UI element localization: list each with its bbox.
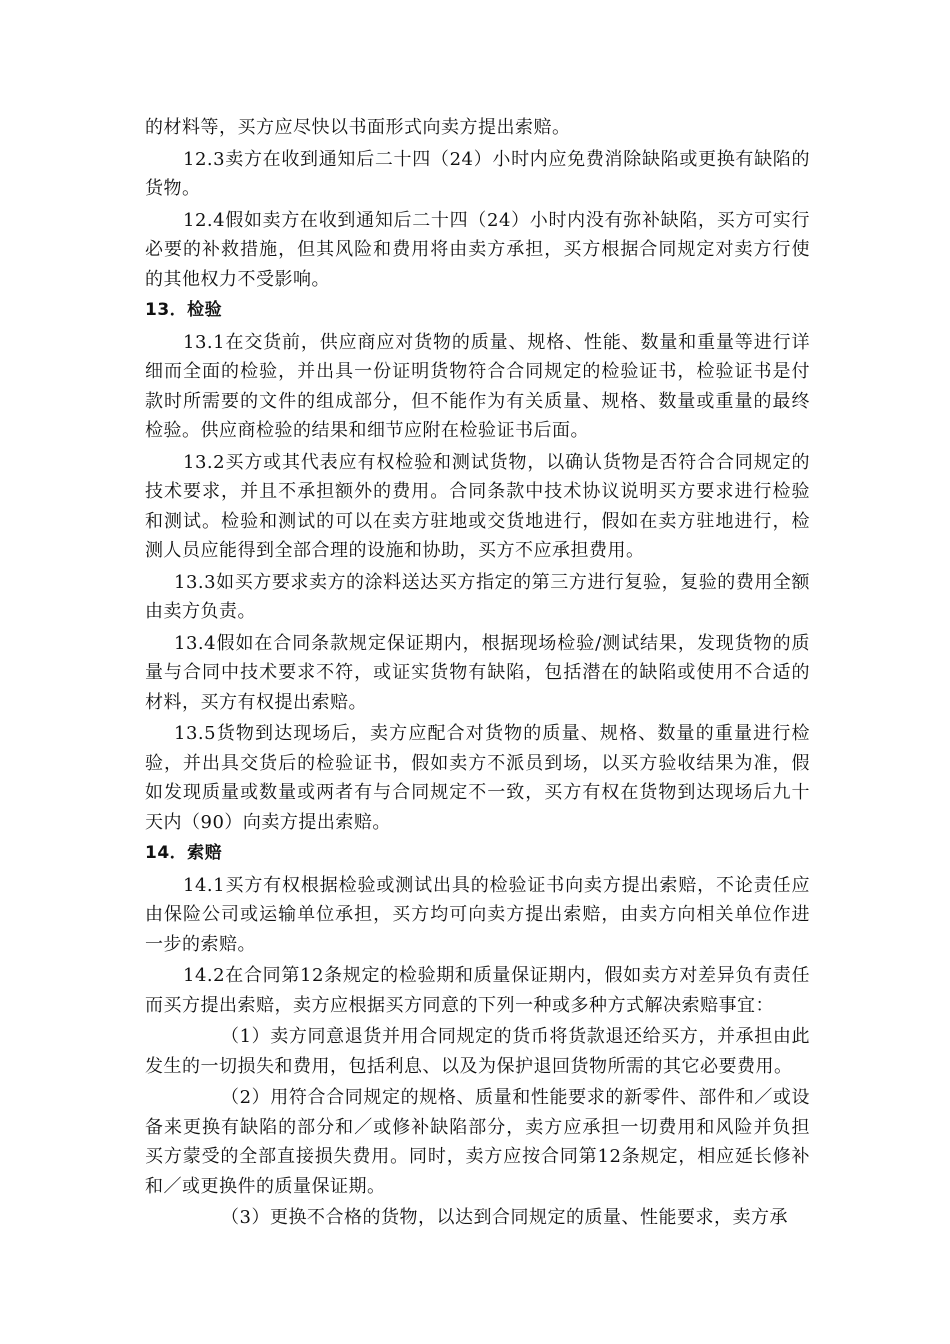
clause-13-5: 13.5货物到达现场后，卖方应配合对货物的质量、规格、数量的重量进行检验，并出具交货后的检验证书，假如卖方不派员到场，以买方验收结果为准，假如发现质量或数量或两者有与合同规定不一致，买方有权在货物到达现场后九十天内（90）向卖方提出索赔。 (145, 723, 810, 833)
claim-option-1: （1）卖方同意退货并用合同规定的货币将货款退还给买方，并承担由此发生的一切损失和费用，包括利息、以及为保护退回货物所需的其它必要费用。 (145, 1026, 810, 1077)
clause-13-4: 13.4假如在合同条款规定保证期内，根据现场检验/测试结果，发现货物的质量与合同中技术要求不符，或证实货物有缺陷，包括潜在的缺陷或使用不合适的材料，买方有权提出索赔。 (145, 632, 810, 713)
section-heading-13: 13．检验 (145, 300, 223, 320)
clause-13-3: 13.3如买方要求卖方的涂料送达买方指定的第三方进行复验，复验的费用全额由卖方负责。 (145, 571, 810, 622)
document-body (145, 113, 810, 1235)
section-heading-14: 14．索赔 (145, 843, 223, 863)
clause-12-4: 12.4假如卖方在收到通知后二十四（24）小时内没有弥补缺陷，买方可实行必要的补救措施，但其风险和费用将由卖方承担，买方根据合同规定对卖方行使的其他权力不受影响。 (145, 209, 810, 290)
clause-13-1: 13.1在交货前，供应商应对货物的质量、规格、性能、数量和重量等进行详细而全面的检验，并出具一份证明货物符合合同规定的检验证书，检验证书是付款时所需要的文件的组成部分，但不能作为有关质量、规格、数量或重量的最终检验。供应商检验的结果和细节应附在检验证书后面。 (145, 331, 810, 441)
clause-13-2: 13.2买方或其代表应有权检验和测试货物，以确认货物是否符合合同规定的技术要求，并且不承担额外的费用。合同条款中技术协议说明买方要求进行检验和测试。检验和测试的可以在卖方驻地或交货地进行，假如在卖方驻地进行，检测人员应能得到全部合理的设施和协助，买方不应承担费用。 (145, 451, 810, 561)
clause-14-1: 14.1买方有权根据检验或测试出具的检验证书向卖方提出索赔，不论责任应由保险公司或运输单位承担，买方均可向卖方提出索赔，由卖方向相关单位作进一步的索赔。 (145, 874, 810, 955)
paragraph-continuation: 的材料等，买方应尽快以书面形式向卖方提出索赔。 (145, 117, 571, 138)
claim-option-3: （3）更换不合格的货物，以达到合同规定的质量、性能要求，卖方承 (221, 1207, 788, 1228)
clause-12-3: 12.3卖方在收到通知后二十四（24）小时内应免费消除缺陷或更换有缺陷的货物。 (145, 148, 810, 199)
claim-option-2: （2）用符合合同规定的规格、质量和性能要求的新零件、部件和／或设备来更换有缺陷的部分和／或修补缺陷部分，卖方应承担一切费用和风险并负担买方蒙受的全部直接损失费用。同时，卖方应按合同第12条规定，相应延长修补和／或更换件的质量保证期。 (145, 1087, 810, 1197)
clause-14-2: 14.2在合同第12条规定的检验期和质量保证期内，假如卖方对差异负有责任而买方提出索赔，卖方应根据买方同意的下列一种或多种方式解决索赔事宜： (145, 965, 810, 1016)
